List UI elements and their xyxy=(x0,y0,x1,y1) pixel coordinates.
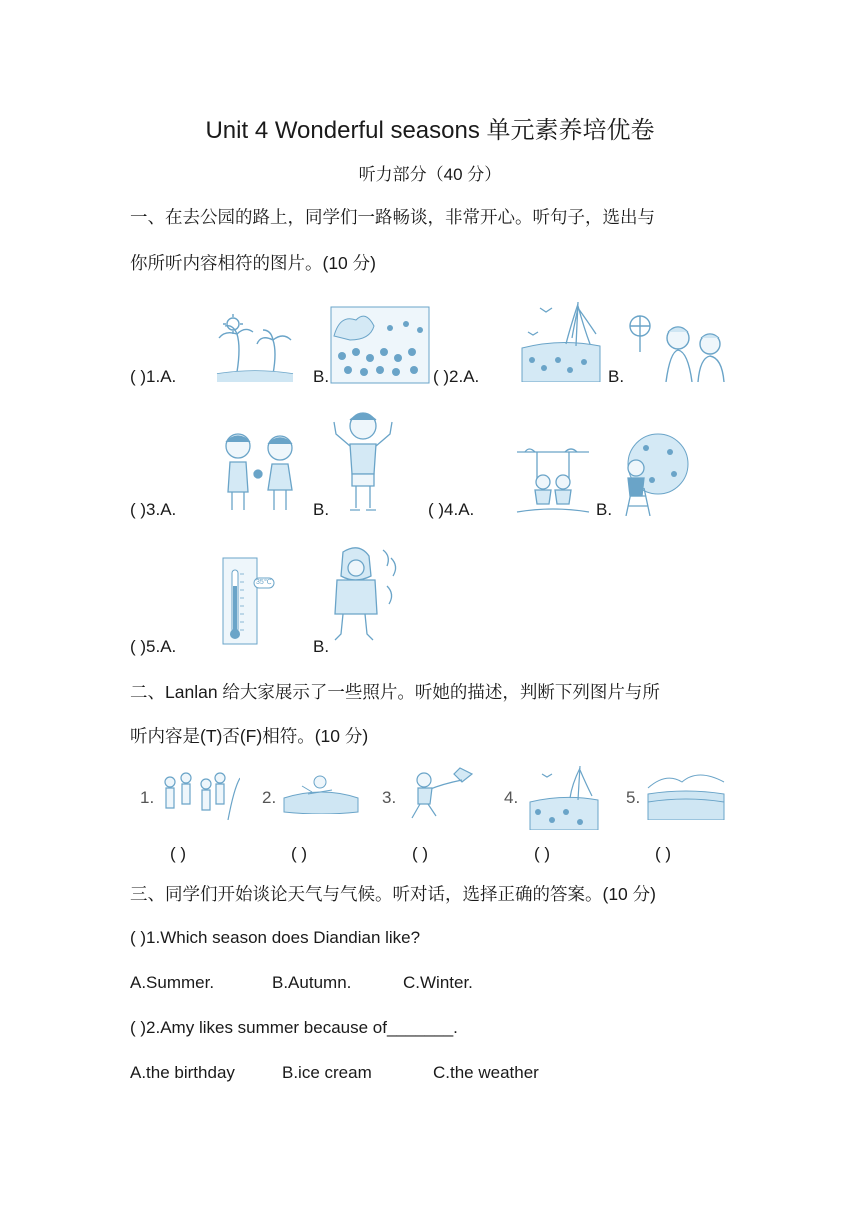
s2-picture-5 xyxy=(646,768,726,820)
flower-garden-picture xyxy=(330,306,430,384)
s2-number-1: 1. xyxy=(140,788,155,807)
s2-answer-4[interactable]: ( ) xyxy=(534,844,551,863)
s2-number-5: 5. xyxy=(626,788,641,807)
boys-with-fan-picture xyxy=(626,312,726,382)
q3-prefix: ( )3.A. xyxy=(130,500,177,519)
s2-answer-1[interactable]: ( ) xyxy=(170,844,187,863)
s2-number-3: 3. xyxy=(382,788,397,807)
palm-beach-picture xyxy=(215,312,295,382)
s2-number-4: 4. xyxy=(504,788,519,807)
section2-instruction-line2: 听内容是(T)否(F)相符。(10 分) xyxy=(130,726,369,746)
s3-q2-option-a: A.the birthday xyxy=(130,1063,235,1082)
s2-picture-2 xyxy=(282,772,360,814)
s3-q2-option-b: B.ice cream xyxy=(282,1063,372,1082)
s2-answer-3[interactable]: ( ) xyxy=(412,844,429,863)
section1-instruction-line1: 一、在去公园的路上，同学们一路畅谈，非常开心。听句子，选出与 xyxy=(130,207,655,227)
s2-number-2: 2. xyxy=(262,788,277,807)
q5-prefix: ( )5.A. xyxy=(130,637,177,656)
s2-picture-1 xyxy=(160,768,240,820)
q4-option-b: B. xyxy=(596,500,613,519)
q4-prefix: ( )4.A. xyxy=(428,500,475,519)
s2-picture-3 xyxy=(402,766,476,826)
s2-picture-4 xyxy=(528,764,600,830)
kids-on-swing-picture xyxy=(515,446,591,514)
spring-willow-picture xyxy=(520,298,602,382)
cold-boy-picture xyxy=(325,546,403,646)
boy-waving-picture xyxy=(330,408,396,516)
section1-instruction-line2: 你所听内容相符的图片。(10 分) xyxy=(130,253,376,273)
s3-question-1: ( )1.Which season does Diandian like? xyxy=(130,928,421,947)
thermometer-picture xyxy=(218,556,276,646)
girl-picking-fruit-picture xyxy=(612,432,692,516)
two-girls-picture xyxy=(218,428,302,516)
thermometer-reading: 35℃ xyxy=(256,579,272,586)
s2-answer-2[interactable]: ( ) xyxy=(291,844,308,863)
s3-question-2: ( )2.Amy likes summer because of_______. xyxy=(130,1018,458,1037)
s3-q1-option-b: B.Autumn. xyxy=(272,973,352,992)
q5-option-b: B. xyxy=(313,637,330,656)
q2-prefix: ( )2.A. xyxy=(433,367,480,386)
section3-instruction: 三、同学们开始谈论天气与气候。听对话，选择正确的答案。(10 分) xyxy=(130,884,656,904)
s3-q1-option-c: C.Winter. xyxy=(403,973,473,992)
q2-option-b: B. xyxy=(608,367,625,386)
page-title: Unit 4 Wonderful seasons 单元素养培优卷 xyxy=(205,117,655,144)
section2-instruction-line1: 二、Lanlan 给大家展示了一些照片。听她的描述，判断下列图片与所 xyxy=(130,682,660,702)
q1-option-b: B. xyxy=(313,367,330,386)
q1-prefix: ( )1.A. xyxy=(130,367,177,386)
q3-option-b: B. xyxy=(313,500,330,519)
s3-q2-option-c: C.the weather xyxy=(433,1063,539,1082)
s2-answer-5[interactable]: ( ) xyxy=(655,844,672,863)
page-subtitle: 听力部分（40 分） xyxy=(358,165,502,184)
s3-q1-option-a: A.Summer. xyxy=(130,973,215,992)
